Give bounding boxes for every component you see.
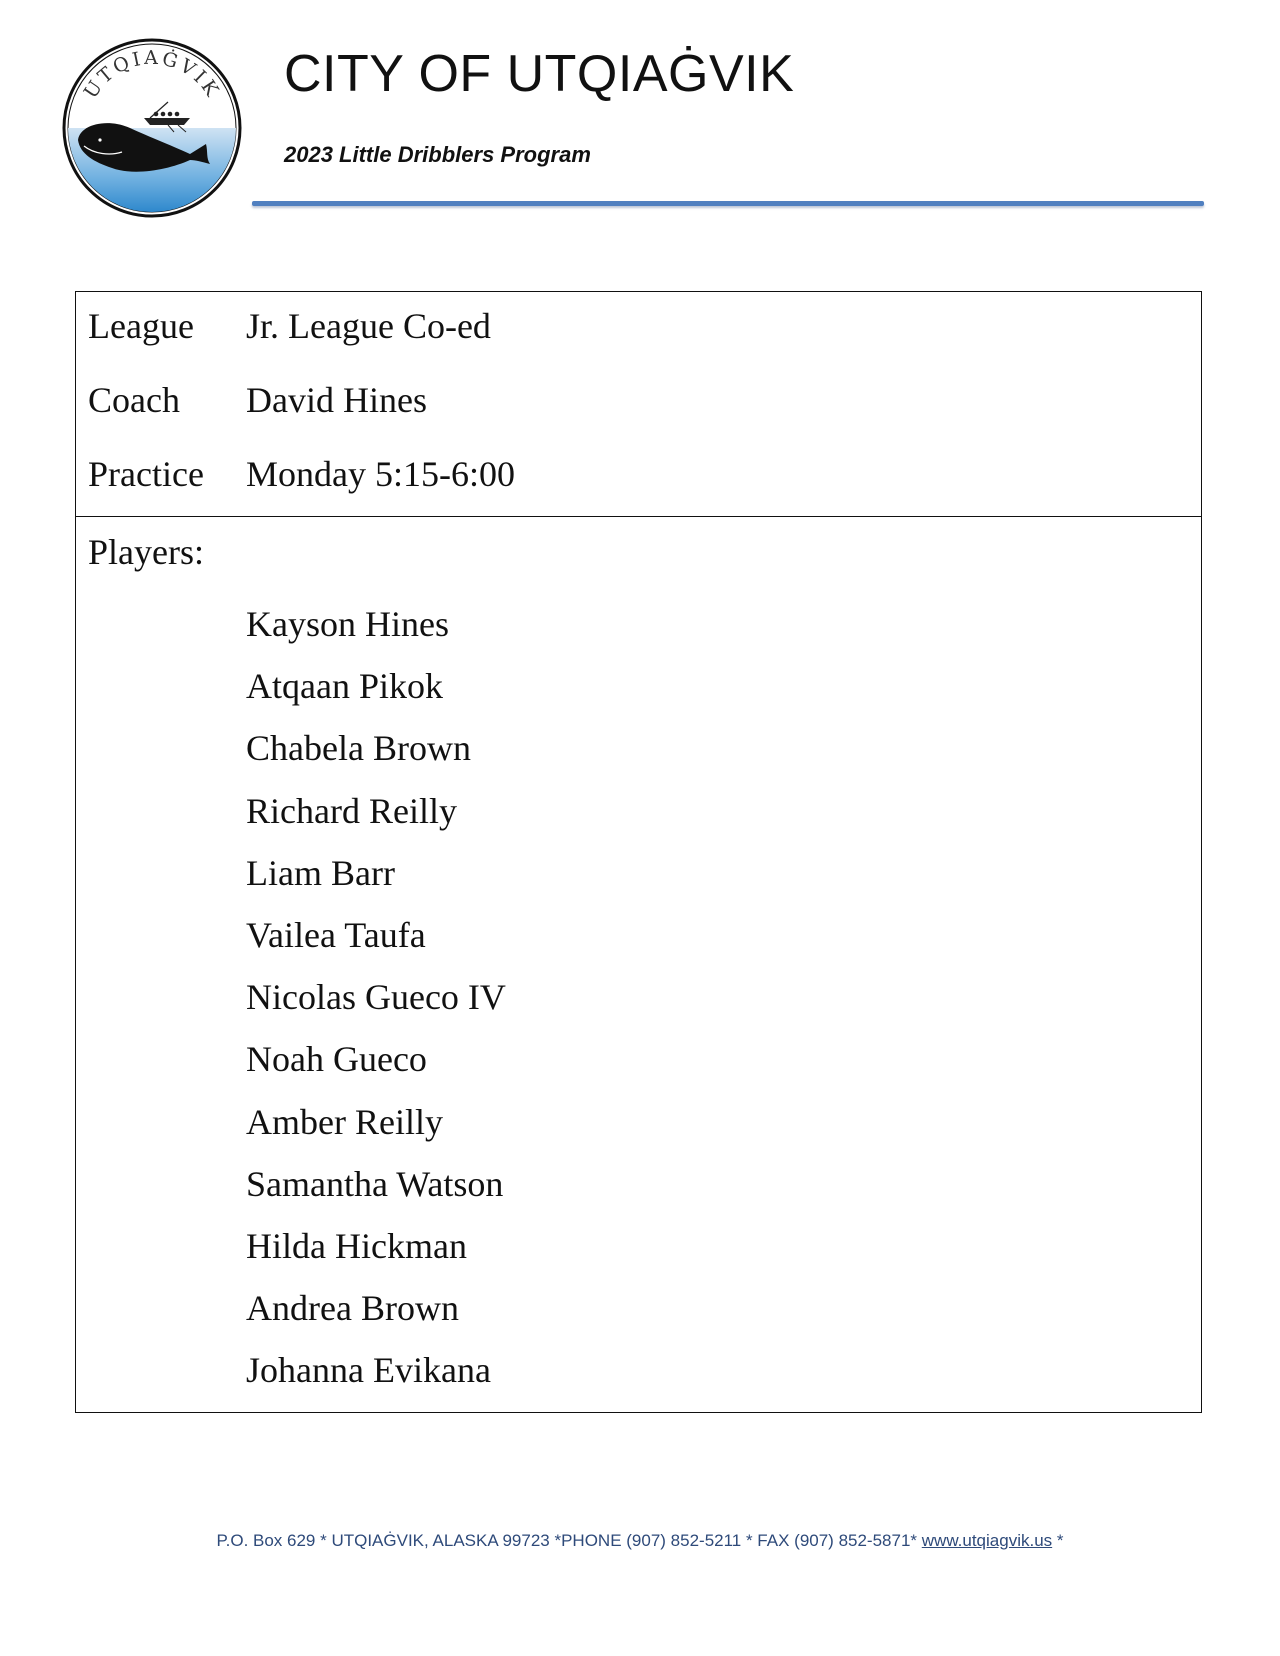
player-item: Kayson Hines bbox=[246, 604, 449, 644]
team-roster-table bbox=[75, 291, 1202, 1413]
players-heading: Players: bbox=[88, 532, 204, 572]
player-item: Johanna Evikana bbox=[246, 1350, 491, 1391]
header-divider bbox=[252, 201, 1204, 206]
footer-address-text: P.O. Box 629 * UTQIAĠVIK, ALASKA 99723 *PHONE (907) 852-5211 * FAX (907) 852-5871* bbox=[216, 1531, 918, 1550]
practice-value: Monday 5:15-6:00 bbox=[246, 454, 515, 494]
player-item: Noah Gueco bbox=[246, 1039, 427, 1080]
player-item: Amber Reilly bbox=[246, 1101, 443, 1142]
league-row bbox=[76, 304, 1201, 348]
league-value: Jr. League Co-ed bbox=[246, 306, 491, 346]
players-list bbox=[246, 602, 506, 1410]
seal-text: UTQIAĠVIK bbox=[79, 46, 225, 103]
player-item: Samantha Watson bbox=[246, 1163, 504, 1204]
coach-value: David Hines bbox=[246, 380, 427, 420]
page-title: CITY OF UTQIAĠVIK bbox=[284, 45, 795, 103]
city-seal-logo bbox=[60, 36, 244, 220]
player-item: Liam Barr bbox=[246, 852, 395, 893]
player-item: Hilda Hickman bbox=[246, 1225, 467, 1266]
player-item: Vailea Taufa bbox=[246, 914, 426, 955]
coach-row bbox=[76, 378, 1201, 422]
player-item: Nicolas Gueco IV bbox=[246, 977, 506, 1018]
footer-suffix: * bbox=[1056, 1531, 1064, 1550]
league-label: League bbox=[88, 306, 194, 346]
coach-label: Coach bbox=[88, 380, 180, 420]
practice-row bbox=[76, 452, 1201, 496]
footer-contact bbox=[0, 1531, 1280, 1551]
player-item: Andrea Brown bbox=[246, 1288, 459, 1329]
team-info-section bbox=[76, 292, 1201, 517]
practice-label: Practice bbox=[88, 454, 204, 494]
program-subtitle: 2023 Little Dribblers Program bbox=[284, 142, 591, 167]
player-item: Chabela Brown bbox=[246, 728, 471, 769]
player-item: Richard Reilly bbox=[246, 790, 457, 831]
website-link[interactable]: www.utqiagvik.us bbox=[921, 1531, 1053, 1550]
player-item: Atqaan Pikok bbox=[246, 666, 443, 707]
